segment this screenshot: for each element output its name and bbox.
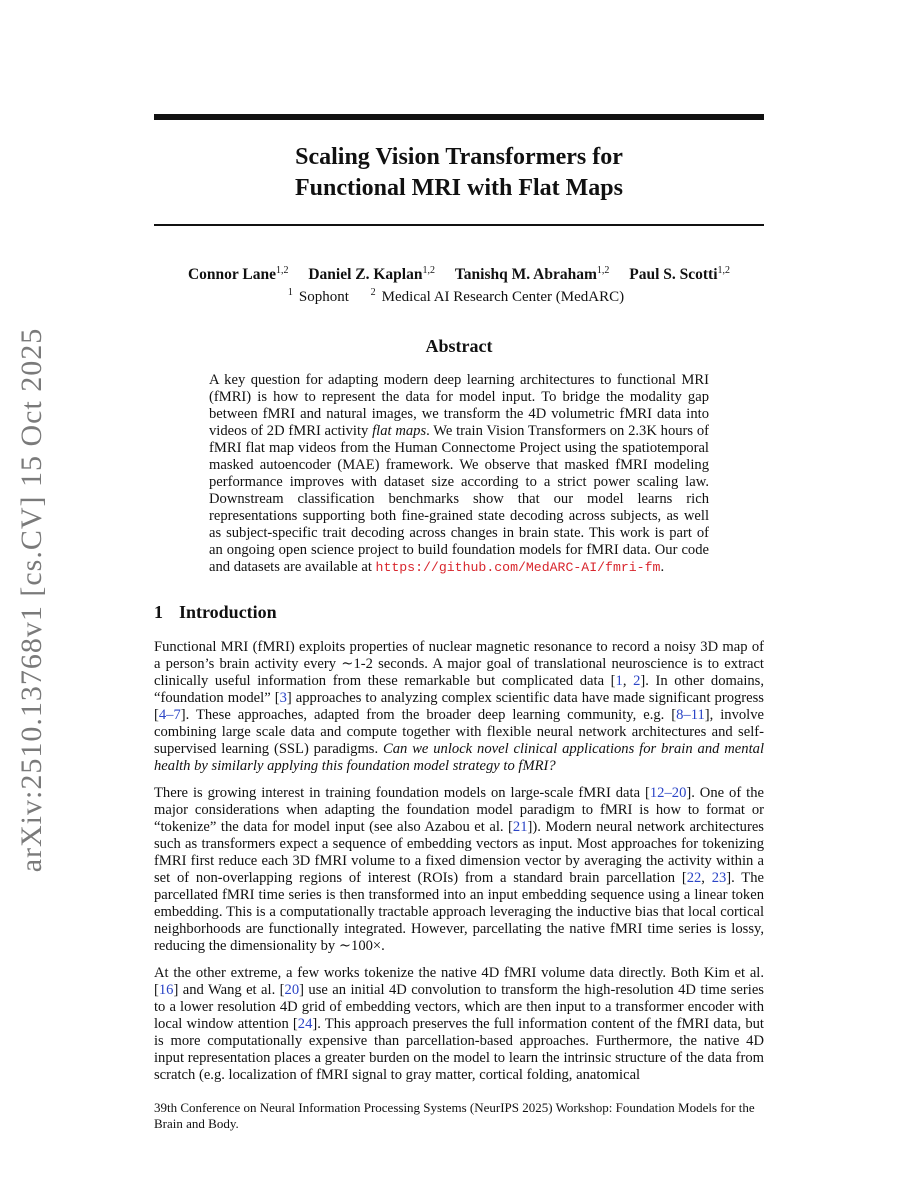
section-heading-introduction: 1 Introduction xyxy=(154,602,277,622)
affiliation: $^1$ Sophont xyxy=(287,287,349,305)
paragraph: Functional MRI (fMRI) exploits properties of nuclear magnetic resonance to record a noisy 3D map of a person’s brain activity every ∼1-2 seconds. A major goal of translational neuroscience is to extract clinically useful information from these remarkable but complicated data [1, 2]. In other domains, “foundation model” [3] approaches to analyzing complex scientific data have made significant progress [4–7]. These approaches, adapted from the broader deep learning community, e.g. [8–11], involve combining large scale data and compute together with flexible neural network architectures and self-supervised learning (SSL) paradigms. Can we unlock novel clinical applications for brain and mental health by similarly applying this foundation model strategy to fMRI? xyxy=(154,639,764,774)
citation-link[interactable]: 21 xyxy=(512,819,528,835)
paragraph: At the other extreme, a few works tokenize the native 4D fMRI volume data directly. Both Kim et al. [16] and Wang et al. [20] use an initial 4D convolution to transform the high-resolution 4D time series to a lower resolution 4D grid of embedding vectors, which are then input to a transformer encoder with local window attention [24]. This approach preserves the full information content of the fMRI data, but is more computationally expensive than parcellation-based approaches. Furthermore, the native 4D input representation places a greater burden on the model to learn the intrinsic structure of the data from scratch (e.g. localization of fMRI signal to gray matter, cortical folding, anatomical xyxy=(154,965,764,1083)
citation-link[interactable]: 4–7 xyxy=(158,707,181,723)
abstract-text: A key question for adapting modern deep learning architectures to functional MRI (fMRI) is how to represent the data for model input. To bridge the modality gap between fMRI and natural images, we transform the 4D volumetric fMRI data into videos of 2D fMRI activity flat maps. We train Vision Transformers on 2.3K hours of fMRI flat map videos from the Human Connectome Project using the spatiotemporal masked autoencoder (MAE) framework. We observe that masked fMRI modeling performance improves with dataset size according to a strict power scaling law. Downstream classification benchmarks show that our model learns rich representations supporting both fine-grained state decoding across subjects, as well as subject-specific trait decoding across changes in brain state. This work is part of an ongoing open science project to build foundation models for fMRI data. Our code and datasets are available at https://github.com/MedARC-AI/fmri-fm. xyxy=(209,372,710,575)
citation-link[interactable]: 22 xyxy=(686,870,702,886)
conference-footnote: 39th Conference on Neural Information Processing Systems (NeurIPS 2025) Workshop: Foundation Models for the Brain and Body. xyxy=(154,1100,755,1131)
affiliation: $^2$ Medical AI Research Center (MedARC) xyxy=(370,287,625,305)
citation-link[interactable]: 16 xyxy=(158,982,174,998)
introduction-body xyxy=(154,639,764,1094)
citation-link[interactable]: 3 xyxy=(279,690,287,706)
citation-link[interactable]: 2 xyxy=(633,673,641,689)
title-top-rule xyxy=(154,114,764,120)
code-link[interactable]: https://github.com/MedARC-AI/fmri-fm xyxy=(375,560,661,575)
arxiv-id-text: arXiv:2510.13768v1 [cs.CV] 15 Oct 2025 xyxy=(15,327,48,873)
paragraph: There is growing interest in training foundation models on large-scale fMRI data [12–20]. One of the major considerations when adapting the foundation model paradigm to fMRI is how to format or “tokenize” the data for model input (see also Azabou et al. [21]). Modern neural network architectures such as transformers expect a sequence of embedding vectors as input. Most approaches for tokenizing fMRI first reduce each 3D fMRI volume to a fixed dimension vector by averaging the activity within a set of non-overlapping regions of interest (ROIs) from a standard brain parcellation [22, 23]. The parcellated fMRI time series is then transformed into an input embedding sequence using a linear token embedding. This is a computationally tractable approach leveraging the inductive bias that local cortical neighborhoods are functionally integrated. However, parcellating the native fMRI time series is lossy, reducing the dimensionality by ∼100×. xyxy=(154,785,765,954)
affiliations xyxy=(154,289,764,306)
author-list xyxy=(154,266,764,284)
abstract-heading: Abstract xyxy=(425,336,493,356)
title-bottom-rule xyxy=(154,224,764,226)
paper-title xyxy=(154,142,764,204)
citation-link[interactable]: 12–20 xyxy=(649,785,687,801)
author: Paul S. Scotti$^{1,2}$ xyxy=(629,265,731,283)
author: Tanishq M. Abraham$^{1,2}$ xyxy=(454,265,610,283)
author: Daniel Z. Kaplan$^{1,2}$ xyxy=(308,265,435,283)
title-line-1: Scaling Vision Transformers for xyxy=(295,144,623,170)
citation-link[interactable]: 8–11 xyxy=(676,707,705,723)
citation-link[interactable]: 1 xyxy=(615,673,623,689)
arxiv-side-stamp xyxy=(14,327,50,873)
title-line-2: Functional MRI with Flat Maps xyxy=(294,175,623,201)
author: Connor Lane$^{1,2}$ xyxy=(187,265,289,283)
citation-link[interactable]: 23 xyxy=(711,870,727,886)
citation-link[interactable]: 20 xyxy=(284,982,300,998)
citation-link[interactable]: 24 xyxy=(297,1016,313,1032)
